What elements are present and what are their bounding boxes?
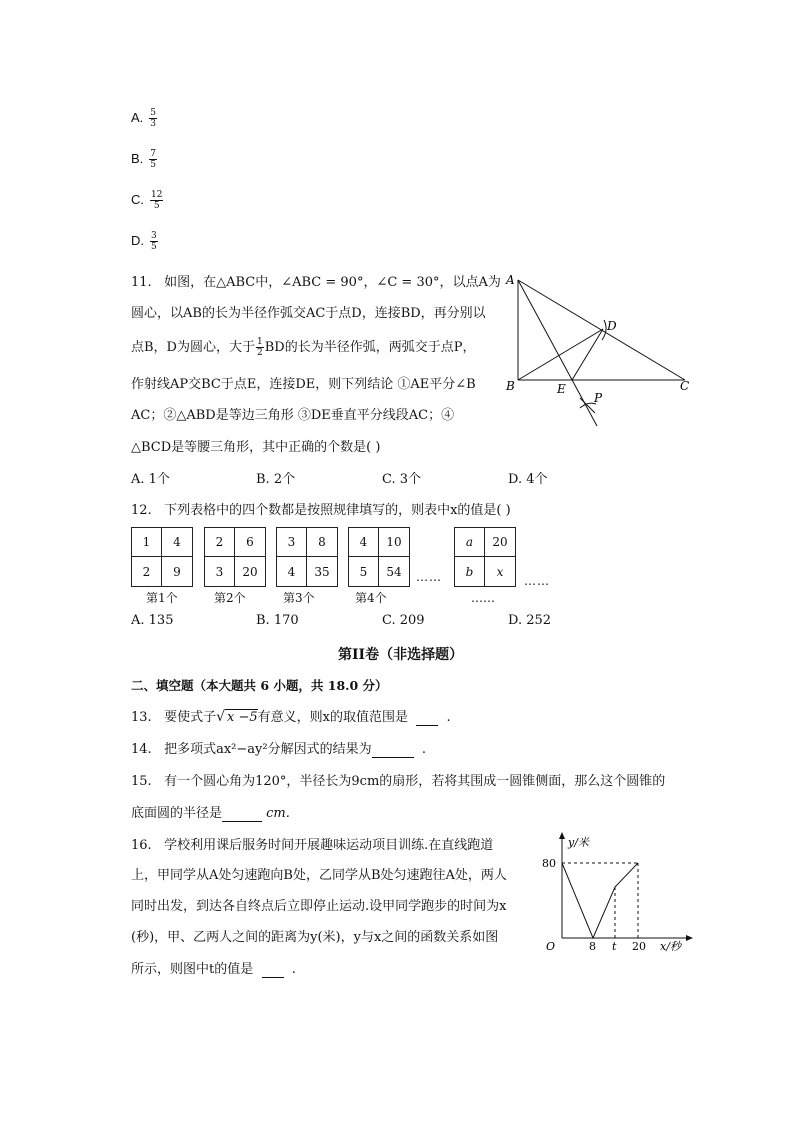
q10-option-d — [131, 231, 158, 252]
question-text: 点B，D为圆心，大于 — [131, 340, 255, 355]
grid-cell: a — [455, 528, 485, 557]
question-number: 15. — [131, 774, 152, 789]
question-text: 圆心，以AB的长为半径作弧交AC于点D，连接BD，再分别以 — [131, 306, 486, 321]
question-number: 13. — [131, 710, 152, 725]
q15-line-2 — [131, 802, 290, 822]
question-text: 学校利用课后服务时间开展趣味运动项目训练.在直线跑道 — [164, 838, 494, 853]
section-2-heading: 二、填空题（本大题共 6 小题，共 18.0 分） — [131, 678, 388, 693]
label-e: E — [557, 382, 566, 396]
q12-dots-middle: …… — [416, 570, 442, 584]
q11-choice-d: D. 4个 — [508, 472, 548, 487]
q11-triangle-figure — [500, 268, 700, 433]
q12-grid-n-label: …… — [471, 591, 495, 605]
question-text: 同时出发，到达各自终点后立即停止运动.设甲同学跑步的时间为x — [131, 899, 507, 914]
question-number: 14. — [131, 742, 152, 757]
q16-line-3 — [131, 895, 506, 914]
q12-choice-a: A. 135 — [131, 613, 174, 628]
grid-cell: 3 — [277, 528, 307, 557]
q12-choice-c: C. 209 — [382, 613, 425, 628]
question-text: 所示，则图中t的值是 — [131, 962, 254, 977]
grid-cell: 2 — [132, 557, 162, 586]
q15-line-1 — [131, 770, 665, 789]
denominator: 2 — [256, 348, 263, 358]
q16-line-1 — [131, 834, 493, 853]
numerator: 5 — [150, 108, 157, 118]
label-p: P — [594, 391, 603, 405]
denominator: 3 — [150, 119, 157, 129]
x-tick-8: 8 — [589, 940, 596, 953]
q16-line-5 — [131, 958, 296, 978]
q12-line — [131, 499, 511, 518]
arc-p-2 — [580, 398, 595, 413]
q13-line — [131, 706, 451, 726]
x-tick-20: 20 — [632, 940, 646, 953]
segment-bd — [518, 329, 603, 380]
q16-function-graph — [540, 830, 700, 958]
half-fraction — [256, 337, 264, 358]
grid-cell: 10 — [379, 528, 409, 557]
y-tick-80: 80 — [542, 857, 556, 870]
q16-line-4 — [131, 926, 498, 945]
denominator: 5 — [151, 242, 157, 252]
numerator: 7 — [150, 149, 157, 159]
q12-grid-1-label: 第1个 — [146, 591, 178, 605]
grid-cell: 8 — [307, 528, 337, 557]
q16-line-2 — [131, 864, 507, 883]
period: . — [291, 962, 296, 977]
question-text: 有意义，则x的取值范围是 — [257, 710, 409, 725]
q12-grid-4-label: 第4个 — [355, 591, 387, 605]
q12-grid-3-label: 第3个 — [283, 591, 315, 605]
q11-line-6 — [131, 436, 380, 455]
q14-line — [131, 738, 426, 758]
q11-line-5 — [131, 404, 454, 423]
grid-cell: 35 — [314, 564, 330, 579]
answer-blank[interactable] — [372, 742, 414, 758]
fraction — [150, 231, 158, 252]
denominator: 5 — [153, 201, 160, 211]
grid-cell: 20 — [242, 564, 258, 579]
graph-line — [562, 863, 638, 938]
q12-grid-1 — [131, 527, 193, 587]
q10-option-a — [131, 108, 157, 129]
q12-grid-2-label: 第2个 — [214, 591, 246, 605]
label-c: C — [680, 379, 690, 393]
q12-dots-end: …… — [524, 574, 550, 588]
grid-cell: 2 — [205, 528, 235, 557]
q11-choice-b: B. 2个 — [256, 472, 296, 487]
grid-cell: b — [455, 557, 485, 586]
option-letter: C. — [131, 192, 144, 207]
q11-line-3 — [131, 336, 475, 358]
question-text: 上，甲同学从A处匀速跑向B处，乙同学从B处匀速跑往A处，两人 — [131, 868, 507, 883]
question-text: 下列表格中的四个数都是按照规律填写的，则表中x的值是( ) — [164, 503, 511, 518]
q12-grid-4 — [348, 527, 410, 587]
x-axis-label: x/秒 — [660, 940, 681, 953]
q12-choice-d: D. 252 — [508, 613, 552, 628]
q12-grid-n — [454, 527, 516, 587]
unit-text: cm. — [266, 806, 290, 821]
option-letter: A. — [131, 110, 144, 125]
numerator: 3 — [151, 231, 157, 241]
origin-label: O — [546, 940, 556, 953]
grid-cell: 4 — [162, 528, 192, 557]
question-text: 要使式子 — [164, 710, 217, 725]
q12-grid-2 — [204, 527, 266, 587]
answer-blank[interactable] — [262, 962, 284, 978]
q11-line-4 — [131, 373, 476, 392]
question-text: 作射线AP交BC于点E，连接DE，则下列结论 ①AE平分∠B — [131, 377, 476, 392]
q12-grid-3 — [276, 527, 338, 587]
grid-cell: 5 — [349, 557, 379, 586]
x-axis-arrow — [686, 935, 693, 941]
grid-cell: 54 — [386, 564, 402, 579]
q11-line-2 — [131, 302, 486, 321]
question-text: △BCD是等腰三角形，其中正确的个数是( ) — [131, 440, 381, 455]
label-d: D — [607, 319, 617, 333]
numerator: 1 — [256, 337, 263, 347]
period: . — [446, 710, 451, 725]
question-text: BD的长为半径作弧，两弧交于点P， — [264, 340, 476, 355]
option-letter: B. — [131, 151, 144, 166]
question-text: 如图，在△ABC中，∠ABC = 90°，∠C = 30°，以点A为 — [164, 275, 501, 290]
grid-cell: 1 — [132, 528, 162, 557]
q11-choice-c: C. 3个 — [382, 472, 422, 487]
y-axis-label: y/米 — [568, 836, 589, 849]
answer-blank[interactable] — [222, 806, 262, 822]
grid-cell: 4 — [277, 557, 307, 586]
grid-cell: x — [496, 564, 504, 579]
fraction — [149, 149, 157, 170]
answer-blank[interactable] — [416, 710, 438, 726]
question-number: 16. — [131, 838, 152, 853]
question-number: 11. — [131, 275, 152, 290]
option-letter: D. — [131, 233, 144, 248]
period: . — [421, 742, 426, 757]
x-tick-t: t — [612, 940, 617, 953]
grid-cell: 3 — [205, 557, 235, 586]
question-text: 底面圆的半径是 — [131, 806, 223, 821]
question-text: 把多项式ax²−ay²分解因式的结果为 — [164, 742, 372, 757]
fraction — [150, 190, 163, 211]
q10-option-b — [131, 149, 157, 170]
question-text: AC；②△ABD是等边三角形 ③DE垂直平分线段AC；④ — [131, 408, 455, 423]
question-text: 有一个圆心角为120°，半径长为9cm的扇形，若将其围成一圆锥侧面，那么这个圆锥的 — [164, 774, 666, 789]
grid-cell: 4 — [349, 528, 379, 557]
sqrt-sign: √ — [216, 709, 226, 725]
numerator: 12 — [151, 190, 163, 200]
question-number: 12. — [131, 503, 152, 518]
question-text: (秒)，甲、乙两人之间的距离为y(米)，y与x之间的函数关系如图 — [131, 930, 499, 945]
segment-de — [572, 329, 603, 380]
grid-cell: 9 — [173, 564, 181, 579]
q12-choice-b: B. 170 — [256, 613, 299, 628]
grid-cell: 6 — [235, 528, 265, 557]
fraction — [149, 108, 157, 129]
denominator: 5 — [150, 160, 157, 170]
q11-choice-a: A. 1个 — [131, 472, 170, 487]
radicand: x −5 — [227, 710, 258, 725]
y-axis-arrow — [559, 832, 565, 839]
part-2-title: 第II卷（非选择题） — [338, 647, 464, 663]
grid-cell: 20 — [485, 528, 515, 557]
label-b: B — [506, 379, 515, 393]
label-a: A — [506, 273, 515, 287]
q10-option-c — [131, 190, 163, 211]
q11-line-1 — [131, 271, 501, 290]
